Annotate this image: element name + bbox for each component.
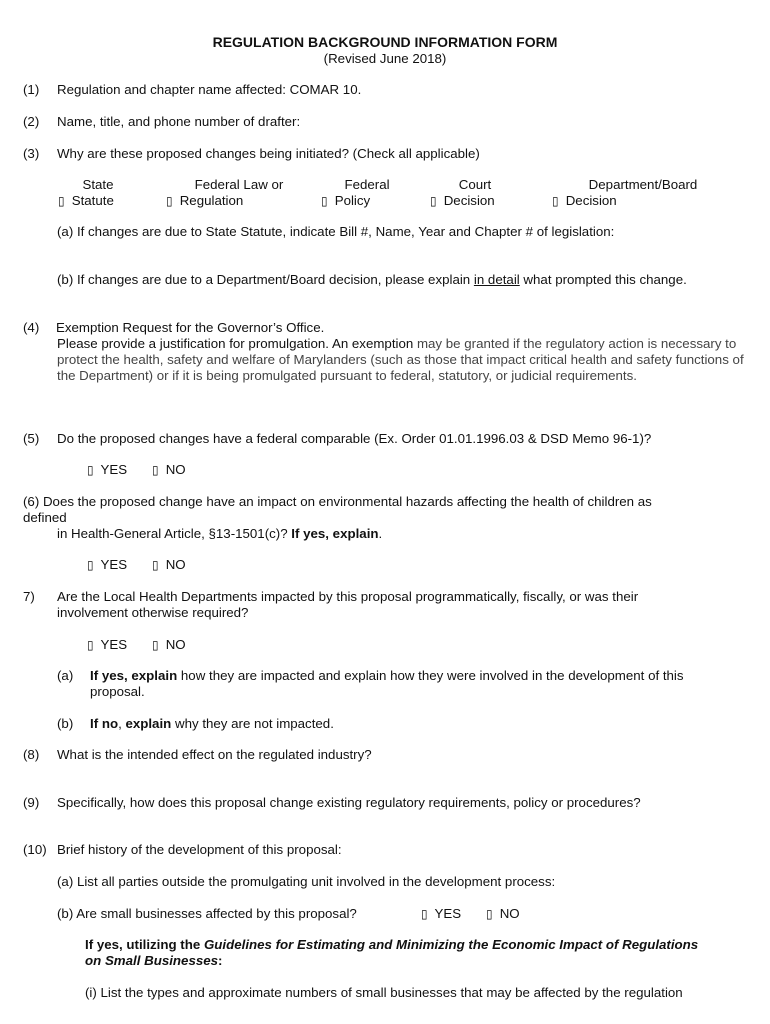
q10-guidelines-line1: If yes, utilizing the Guidelines for Estimating and Minimizing the Economic Impact of Regulations [85, 937, 699, 952]
q3-option-federal-policy[interactable] [321, 193, 370, 209]
q10-number: (10) [23, 842, 47, 857]
q6-yes-option[interactable]: ▯ YES [87, 557, 128, 572]
q3-b-underline: in detail [473, 272, 520, 287]
q7-no-option[interactable]: ▯ NO [152, 637, 186, 652]
q3-option-court[interactable] [430, 193, 495, 209]
checkbox-icon[interactable]: ▯ [58, 194, 65, 208]
q4-heading: Exemption Request for the Governor’s Office. [56, 320, 325, 335]
checkbox-icon[interactable]: ▯ [152, 463, 159, 477]
q6-no-option[interactable]: ▯ NO [152, 557, 186, 572]
q7-a-line2: proposal. [90, 684, 145, 699]
q10-i-text: (i) List the types and approximate numbers of small businesses that may be affected by the regulation [85, 985, 683, 1000]
q3-option-federal-policy-label: Federal [344, 177, 390, 192]
q6-line1: (6) Does the proposed change have an impact on environmental hazards affecting the health of children as [23, 494, 652, 509]
q3-option-federal-law[interactable] [166, 193, 243, 209]
checkbox-icon[interactable]: ▯ [166, 194, 173, 208]
q3-a-text: (a) If changes are due to State Statute, indicate Bill #, Name, Year and Chapter # of legislation: [57, 224, 615, 239]
q3-number: (3) [23, 146, 40, 161]
q10-text: Brief history of the development of this proposal: [57, 842, 342, 857]
checkbox-icon[interactable]: ▯ [152, 638, 159, 652]
q3-option-court-label: Court [458, 177, 492, 192]
checkbox-icon[interactable]: ▯ [87, 463, 94, 477]
q7-b-label: (b) [57, 716, 74, 731]
q5-yes-option[interactable]: ▯ YES [87, 462, 128, 477]
q3-option-court-text: Decision [443, 193, 495, 208]
q8-text: What is the intended effect on the regulated industry? [57, 747, 372, 762]
q3-text: Why are these proposed changes being initiated? (Check all applicable) [57, 146, 480, 161]
q10-yes-option[interactable]: ▯ YES [421, 906, 462, 921]
q8-number: (8) [23, 747, 40, 762]
q5-number: (5) [23, 431, 40, 446]
q3-option-department[interactable] [552, 193, 617, 209]
q5-no-option[interactable]: ▯ NO [152, 462, 186, 477]
q9-number: (9) [23, 795, 40, 810]
checkbox-icon[interactable]: ▯ [87, 638, 94, 652]
checkbox-icon[interactable]: ▯ [321, 194, 328, 208]
checkbox-icon[interactable]: ▯ [486, 907, 493, 921]
q7-a-label: (a) [57, 668, 74, 683]
q4-body: Please provide a justification for promulgation. An exemption may be granted if the regulatory action is necessary to protect the health, safety and welfare of Marylanders (such as those that impact critical health and safety functions of the Department) or if it is being promulgated pursuant to federal, statutory, or judicial requirements. [57, 336, 744, 383]
q9-text: Specifically, how does this proposal change existing regulatory requirements, policy or procedures? [57, 795, 641, 810]
form-title: REGULATION BACKGROUND INFORMATION FORM [212, 34, 558, 50]
q2-number: (2) [23, 114, 40, 129]
q3-option-state-label: State [82, 177, 114, 192]
q1-text: Regulation and chapter name affected: COMAR 10. [57, 82, 362, 97]
q7-line2: involvement otherwise required? [57, 605, 249, 620]
q7-yes-option[interactable]: ▯ YES [87, 637, 128, 652]
q10-no-option[interactable]: ▯ NO [486, 906, 520, 921]
q3-option-state-text: Statute [71, 193, 114, 208]
q6-line3: in Health-General Article, §13-1501(c)? If yes, explain. [57, 526, 383, 541]
q3-option-department-text: Decision [565, 193, 617, 208]
q3-option-federal-law-text: Regulation [179, 193, 244, 208]
q7-a-line1: If yes, explain how they are impacted and explain how they were involved in the development of this [90, 668, 684, 683]
checkbox-icon[interactable]: ▯ [87, 558, 94, 572]
q6-line2: defined [23, 510, 67, 525]
q7-line1: Are the Local Health Departments impacted by this proposal programmatically, fiscally, or was their [57, 589, 639, 604]
q4-number: (4) [23, 320, 40, 335]
q5-text: Do the proposed changes have a federal comparable (Ex. Order 01.01.1996.03 & DSD Memo 96-1)? [57, 431, 652, 446]
q3-b-text: (b) If changes are due to a Department/Board decision, please explain in detail what prompted this change. [57, 272, 687, 287]
q3-option-state[interactable] [58, 193, 114, 209]
q1-number: (1) [23, 82, 40, 97]
checkbox-icon[interactable]: ▯ [152, 558, 159, 572]
q3-option-department-label: Department/Board [588, 177, 698, 192]
checkbox-icon[interactable]: ▯ [430, 194, 437, 208]
q7-b-text: If no, explain why they are not impacted. [90, 716, 334, 731]
q3-option-federal-law-label: Federal Law or [194, 177, 284, 192]
q2-text: Name, title, and phone number of drafter: [57, 114, 301, 129]
q10-guidelines-line2: on Small Businesses: [85, 953, 223, 968]
form-revision: (Revised June 2018) [323, 51, 447, 66]
checkbox-icon[interactable]: ▯ [552, 194, 559, 208]
q3-option-federal-policy-text: Policy [334, 193, 371, 208]
q10-b-text: (b) Are small businesses affected by this proposal? [57, 906, 357, 921]
q7-number: 7) [23, 589, 35, 604]
q10-a-text: (a) List all parties outside the promulgating unit involved in the development process: [57, 874, 556, 889]
checkbox-icon[interactable]: ▯ [421, 907, 428, 921]
